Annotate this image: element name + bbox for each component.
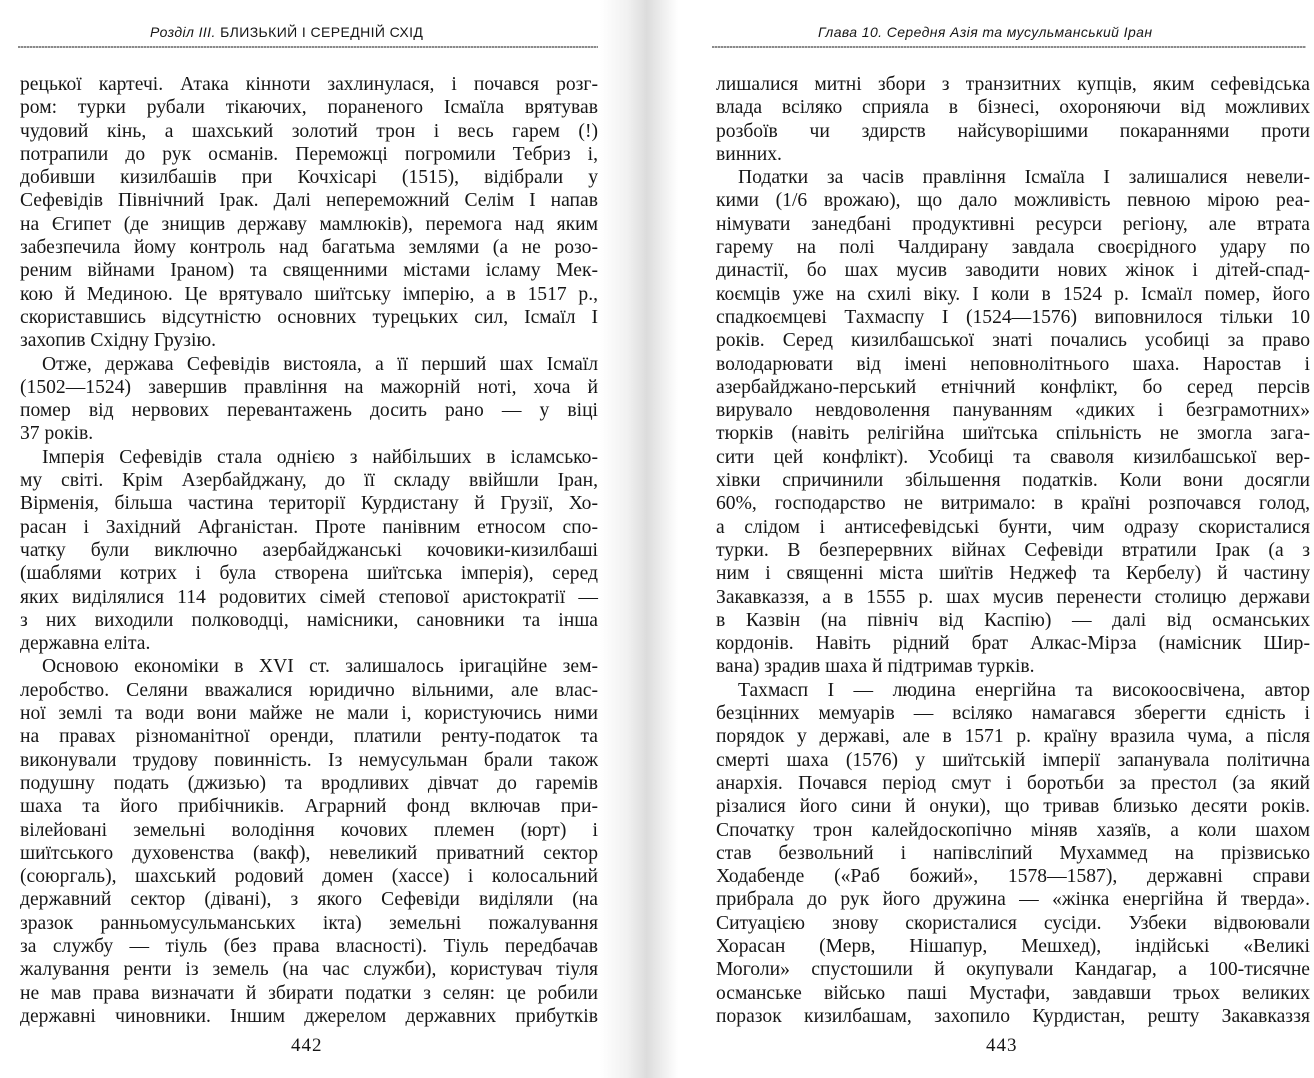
text-line: вирувало невдоволення пануванням «диких і безграмотних»: [716, 400, 1310, 422]
text-line: Тахмасп І — людина енергійна та високоосвічена, автор: [738, 679, 1310, 701]
text-line: Вірменія, більша частина території Курдистану й Грузії, Хо-: [20, 493, 598, 515]
running-header-left: [150, 24, 423, 44]
header-rule: [712, 46, 1306, 48]
text-line: скориставшись відсутністю основних турецьких сил, Ісмаїл І: [20, 306, 598, 328]
text-line: леробство. Селяни вважалися юридично вільними, але влас-: [20, 679, 598, 701]
page-number-left: 442: [291, 1035, 323, 1056]
text-line: Імперія Сефевідів стала однією з найбільших в ісламсько-: [42, 446, 598, 468]
text-line: а слідом і антисефевідські бунти, чим одразу скористалися: [716, 516, 1310, 538]
text-line: хівки спричинили збільшення податків. Коли вони досягли: [716, 470, 1310, 492]
text-line: шиїтського духовенства (вакф), невеликий приватний сектор: [20, 842, 598, 864]
text-line: османське військо паші Мустафи, завдавши трьох великих: [716, 982, 1310, 1004]
header-chapter-label: Глава 10.: [818, 24, 883, 40]
text-line: порядок у державі, але в 1571 р. країну вразила чума, а після: [716, 726, 1310, 748]
text-line: на Єгипет (де знищив державу мамлюків), перемога над яким: [20, 213, 598, 235]
text-line: подушну подать (джизью) та вродливих дівчат до гаремів: [20, 772, 598, 794]
text-line: Основою економіки в XVI ст. залишалось іригаційне зем-: [42, 656, 598, 678]
text-line: реним війнами Іраном) та священними містами ісламу Мек-: [20, 260, 598, 282]
text-line: потрапили до рук османів. Переможці погромили Тебриз і,: [20, 143, 598, 165]
text-line: в Казвін (на північ від Каспію) — далі від османських: [716, 609, 1310, 631]
text-line: вілейовані земельні володіння кочових племен (юрт) і: [20, 819, 598, 841]
text-line: за службу — тіуль (без права власності). Тіуль передбачав: [20, 935, 598, 957]
header-section-label: Розділ III.: [150, 24, 216, 40]
text-line: влада всіляко сприяла в бізнесі, охороняючи від можливих: [716, 97, 1310, 119]
header-rule: [18, 46, 598, 48]
text-line: Отже, держава Сефевідів вистояла, а її перший шах Ісмаїл: [42, 353, 598, 375]
text-line: тюрків (навіть релігійна шиїтська спільність не змогла зага-: [716, 423, 1310, 445]
text-line: яких виділялися 114 родовитих сімей степової аристократії —: [20, 586, 598, 608]
right-page: [700, 0, 1314, 1078]
text-line: азербайджано-перський етнічний конфлікт, бо серед персів: [716, 376, 1310, 398]
text-line: чудовий кінь, а шахський золотий трон і весь гарем (!): [20, 120, 598, 142]
text-line: смерті шаха (1576) у шиїтській імперії запанувала політична: [716, 749, 1310, 771]
text-line: жалування ренти із земель (на час служби), користувач тіуля: [20, 959, 598, 981]
text-line: державна еліта.: [20, 633, 151, 655]
header-section-title: БЛИЗЬКИЙ І СЕРЕДНІЙ СХІД: [220, 24, 424, 40]
text-line: Ходабенде («Раб божий», 1578—1587), державні справи: [716, 866, 1310, 888]
text-line: різалися його сини й онуки), що тривав близько десяти років.: [716, 796, 1310, 818]
text-line: володарювати від імені неповнолітнього шаха. Наростав і: [716, 353, 1310, 375]
text-line: поразок кизилбашам, захопило Курдистан, решту Закавказзя: [716, 1005, 1310, 1027]
text-line: не мав права визначати й збирати податки з селян: це робили: [20, 982, 598, 1004]
text-line: Спочатку трон калейдоскопічно міняв хазяїв, а коли шахом: [716, 819, 1310, 841]
text-line: державний сектор (дівані), з якого Сефевіди виділяли (на: [20, 889, 598, 911]
page-number-right: 443: [986, 1035, 1018, 1056]
text-line: спадкоємцеві Тахмаспу І (1524—1576) виповнилося тільки 10: [716, 306, 1310, 328]
text-line: став безвольний і напівсліпий Мухаммед на прізвисько: [716, 842, 1310, 864]
text-line: рецької картечі. Атака кінноти захлинулася, і почався розг-: [20, 74, 598, 95]
text-line: ної землі та води вони майже не мали і, користуючись ними: [20, 703, 598, 725]
text-line: расан і Західний Афганістан. Проте панівним етносом спо-: [20, 516, 598, 538]
text-line: гарему на полі Чалдирану завдала своєрідного удару по: [716, 237, 1310, 259]
right-page-text: [716, 73, 1310, 1028]
text-line: безцінних мемуарів — всіляко намагався зберегти єдність і: [716, 703, 1310, 725]
text-line: лишалися митні збори з транзитних купців, яким сефевідська: [716, 74, 1310, 95]
text-line: зразок ранньомусульманських ікта) земельні пожалування: [20, 912, 598, 934]
text-line: кою й Мединою. Це врятувало шиїтську імперію, а в 1517 р.,: [20, 283, 598, 305]
text-line: захопив Східну Грузію.: [20, 330, 217, 352]
text-line: ром: турки рубали тікаючих, пораненого Ісмаїла врятував: [20, 97, 598, 119]
running-header-right: [818, 24, 1152, 44]
text-line: 37 років.: [20, 423, 94, 445]
text-line: Сефевідів Північний Ірак. Далі непереможний Селім І напав: [20, 190, 598, 212]
text-line: Закавказзя, а в 1555 р. шах мусив перенести столицю держави: [716, 586, 1310, 608]
text-line: розбоїв чи здирств найсуворішими покараннями проти: [716, 120, 1310, 142]
text-line: виконували трудову повинність. Із немусульман брали також: [20, 749, 598, 771]
text-line: династії, бо шах мусив заводити нових жінок і дітей-спад-: [716, 260, 1310, 282]
text-line: Податки за часів правління Ісмаїла І залишалися невели-: [738, 167, 1310, 189]
text-line: анархія. Почався період смут і боротьби за престол (за який: [716, 772, 1310, 794]
text-line: років. Серед кизилбашської знаті почались усобиці за право: [716, 330, 1310, 352]
text-line: помер від нервових перевантажень досить рано — у віці: [20, 400, 598, 422]
text-line: коємців уже на схилі віку. І коли в 1524 р. Ісмаїл помер, його: [716, 283, 1310, 305]
text-line: на правах різноманітної оренди, платили ренту-податок та: [20, 726, 598, 748]
text-line: добивши кизилбашів при Кочхісарі (1515), відібрали у: [20, 167, 598, 189]
text-line: ним і священні міста шиїтів Неджеф та Кербелу) й частину: [716, 563, 1310, 585]
text-line: му світі. Крім Азербайджану, до її складу ввійшли Іран,: [20, 470, 598, 492]
book-gutter: [600, 0, 678, 1078]
header-chapter-title: Середня Азія та мусульманський Іран: [886, 24, 1153, 40]
text-line: турки. В безперервних війнах Сефевіди втратили Ірак (а з: [716, 539, 1310, 561]
text-line: вана) зрадив шаха й підтримав турків.: [716, 656, 1035, 678]
text-line: 60%, господарство не витримало: в країні розпочався голод,: [716, 493, 1310, 515]
text-line: німувати занедбані продуктивні ресурси регіону, але втрата: [716, 213, 1310, 235]
text-line: винних.: [716, 143, 782, 165]
text-line: кими (1/6 врожаю), що дало можливість певною мірою реа-: [716, 190, 1310, 212]
text-line: Моголи» спустошили й окупували Кандагар, а 100-тисячне: [716, 959, 1310, 981]
text-line: сити цей конфлікт). Усобиці та сваволя кизилбашської вер-: [716, 446, 1310, 468]
text-line: забезпечила йому контроль над багатьма землями (а не розо-: [20, 237, 598, 259]
left-page-text: [20, 73, 598, 1028]
text-line: шаха та його прибічників. Аграрний фонд включав при-: [20, 796, 598, 818]
text-line: Ситуацією знову скористалися сусіди. Узбеки відвоювали: [716, 912, 1310, 934]
text-line: (1502—1524) завершив правління на мажорній ноті, хоча й: [20, 376, 598, 398]
text-line: (союргаль), шахський родовий домен (хассе) і колосальний: [20, 866, 598, 888]
text-line: з них виходили полководці, намісники, сановники та інша: [20, 609, 598, 631]
text-line: (шаблями котрих і була створена шиїтська імперія), серед: [20, 563, 598, 585]
text-line: кордонів. Навіть рідний брат Алкас-Мірза (намісник Шир-: [716, 633, 1310, 655]
text-line: чатку були виключно азербайджанські кочовики-кизилбаші: [20, 539, 598, 561]
text-line: Хорасан (Мерв, Нішапур, Мешхед), індійські «Великі: [716, 935, 1310, 957]
left-page: [0, 0, 610, 1078]
text-line: прибрала до рук його дружина — «жінка енергійна й тверда».: [716, 889, 1310, 911]
text-line: державні чиновники. Іншим джерелом державних прибутків: [20, 1005, 598, 1027]
